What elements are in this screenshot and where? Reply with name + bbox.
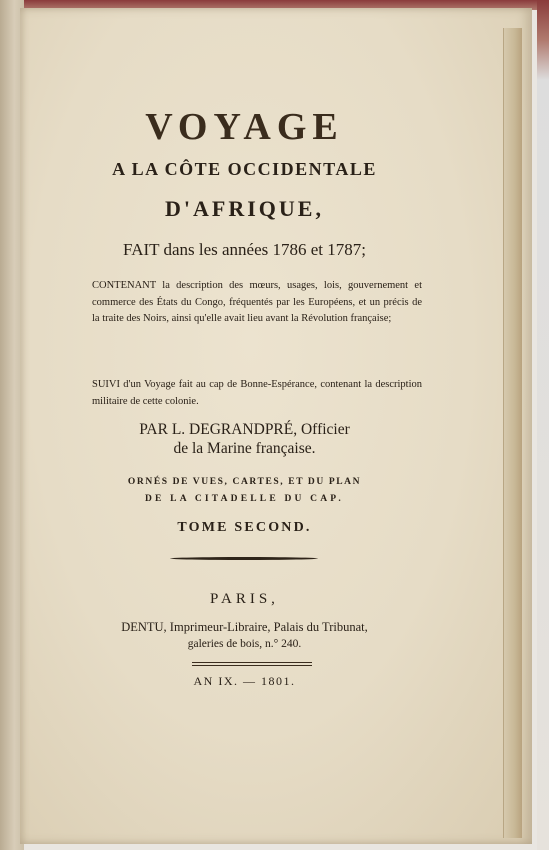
subtitle-line-2: D'AFRIQUE, <box>165 196 324 221</box>
background-right <box>537 0 549 850</box>
contents-paragraph: CONTENANT la description des mœurs, usages, lois, gouvernement et commerce des États du Congo, fréquentés par les Européens, et un précis de la traite des Noirs, ainsi qu'elle avait lieu avant la Révolution française; <box>92 280 422 324</box>
subtitle-line-3: FAIT dans les années 1786 et 1787; <box>123 240 366 259</box>
publisher-line-1: DENTU, Imprimeur-Libraire, Palais du Tribunat, <box>121 620 368 634</box>
double-rule-bottom <box>192 665 312 666</box>
subtitle-line-1: A LA CÔTE OCCIDENTALE <box>112 159 377 179</box>
illustrations-line-1: ORNÉS DE VUES, CARTES, ET DU PLAN <box>127 477 362 487</box>
page-fore-edge <box>503 28 522 838</box>
publication-year: AN IX. — 1801. <box>193 674 296 688</box>
title-page <box>20 8 532 844</box>
imprint-city: PARIS, <box>210 591 279 607</box>
book-title: VOYAGE <box>145 106 344 148</box>
double-rule-top <box>192 662 312 663</box>
publisher-line-2: galeries de bois, n.° 240. <box>187 638 302 650</box>
volume-label: TOME SECOND. <box>177 520 312 535</box>
illustrations-line-2: DE LA CITADELLE DU CAP. <box>145 494 344 504</box>
author-line-2: de la Marine française. <box>173 440 316 457</box>
sequel-paragraph: SUIVI d'un Voyage fait au cap de Bonne-Espérance, contenant la description militaire de cette colonie. <box>92 379 422 407</box>
ornamental-rule <box>170 557 318 560</box>
author-line-1: PAR L. DEGRANDPRÉ, Officier <box>139 421 350 438</box>
